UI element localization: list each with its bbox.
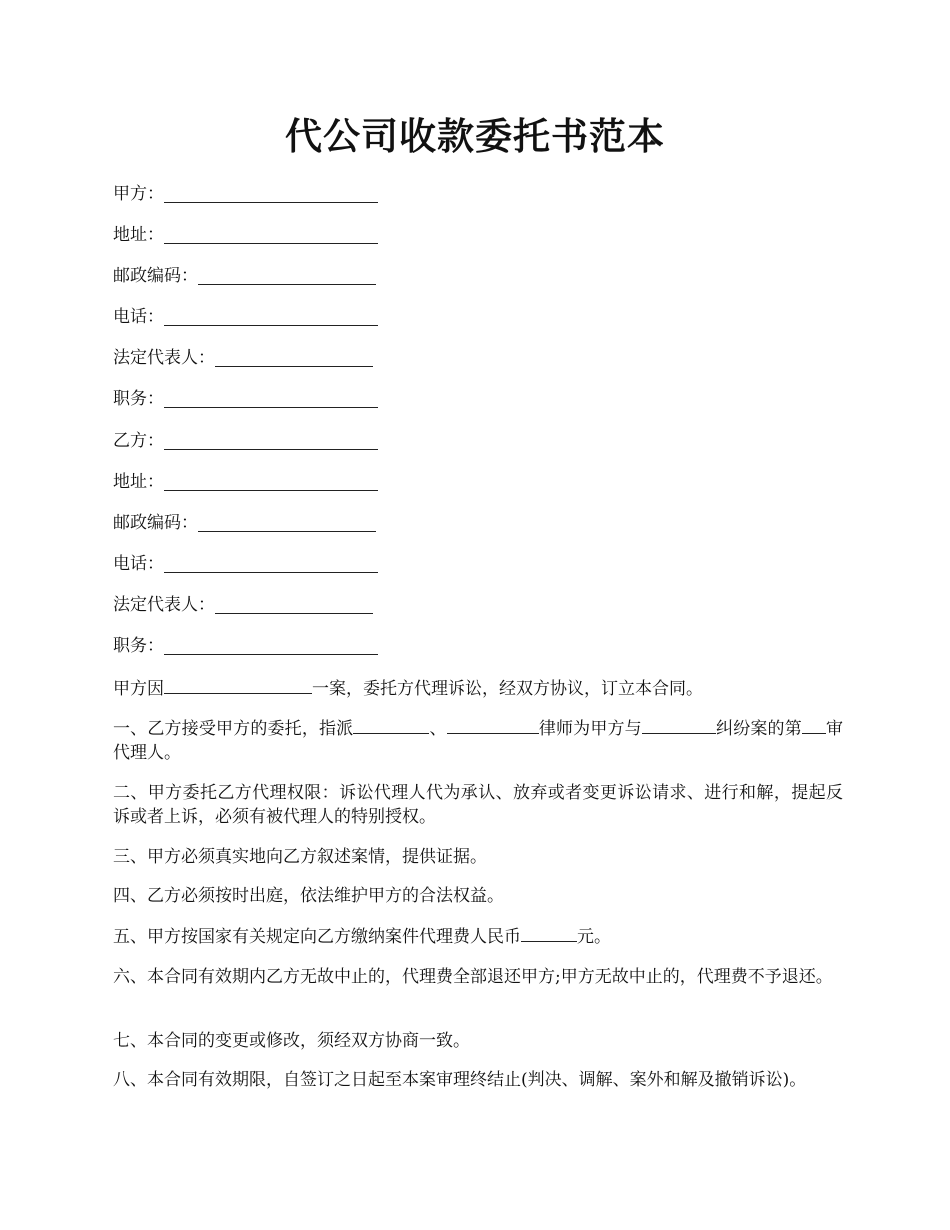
party-a-phone-label: 电话： bbox=[113, 307, 164, 327]
lawyer-1-blank bbox=[353, 717, 429, 734]
party-b-position-blank bbox=[164, 636, 378, 655]
clause-1-part4: 纠纷案的第 bbox=[715, 719, 802, 739]
clause-1-part3: 律师为甲方与 bbox=[538, 719, 642, 739]
clause-1 bbox=[113, 717, 843, 765]
party-a-legal-rep-blank bbox=[215, 348, 373, 367]
clause-5-part2: 元。 bbox=[577, 927, 611, 947]
party-a-position-blank bbox=[164, 389, 378, 408]
party-b-phone-label: 电话： bbox=[113, 554, 164, 574]
party-b-position-field bbox=[113, 632, 378, 658]
party-b-postal-blank bbox=[198, 513, 376, 532]
party-b-address-label: 地址： bbox=[113, 472, 164, 492]
intro-part1: 甲方因 bbox=[113, 679, 164, 699]
party-b-phone-field bbox=[113, 550, 378, 576]
case-name-blank bbox=[164, 677, 312, 694]
party-a-name-label: 甲方： bbox=[113, 184, 164, 204]
party-b-position-label: 职务： bbox=[113, 636, 164, 656]
party-b-legal-rep-field bbox=[113, 591, 373, 617]
party-a-postal-label: 邮政编码： bbox=[113, 266, 198, 286]
party-a-phone-blank bbox=[164, 307, 378, 326]
clause-6: 六、本合同有效期内乙方无故中止的，代理费全部退还甲方;甲方无故中止的，代理费不予退还。 bbox=[113, 967, 833, 987]
party-a-position-field bbox=[113, 385, 378, 411]
document-title: 代公司收款委托书范本 bbox=[285, 114, 665, 158]
clause-3: 三、甲方必须真实地向乙方叙述案情，提供证据。 bbox=[113, 847, 487, 867]
party-b-name-field bbox=[113, 427, 378, 453]
party-a-name-blank bbox=[164, 184, 378, 203]
party-a-phone-field bbox=[113, 303, 378, 329]
party-b-name-blank bbox=[164, 431, 378, 450]
clause-8: 八、本合同有效期限，自签订之日起至本案审理终结止(判决、调解、案外和解及撤销诉讼)。 bbox=[113, 1070, 807, 1090]
party-b-postal-field bbox=[113, 509, 376, 535]
clause-1-part5: 审代理人。 bbox=[113, 719, 844, 763]
party-a-address-blank bbox=[164, 225, 378, 244]
intro-paragraph bbox=[113, 677, 843, 701]
party-b-name-label: 乙方： bbox=[113, 431, 164, 451]
party-a-name-field bbox=[113, 180, 378, 206]
party-a-postal-blank bbox=[198, 266, 376, 285]
party-b-phone-blank bbox=[164, 554, 378, 573]
party-a-address-field bbox=[113, 221, 378, 247]
lawyer-2-blank bbox=[447, 717, 539, 734]
clause-4: 四、乙方必须按时出庭，依法维护甲方的合法权益。 bbox=[113, 886, 504, 906]
clause-7: 七、本合同的变更或修改，须经双方协商一致。 bbox=[113, 1031, 470, 1051]
clause-5-part1: 五、甲方按国家有关规定向乙方缴纳案件代理费人民币 bbox=[113, 927, 521, 947]
party-b-legal-rep-blank bbox=[215, 595, 373, 614]
party-a-postal-field bbox=[113, 262, 376, 288]
trial-instance-blank bbox=[802, 717, 826, 734]
party-b-address-blank bbox=[164, 472, 378, 491]
dispute-party-blank bbox=[642, 717, 716, 734]
party-b-postal-label: 邮政编码： bbox=[113, 513, 198, 533]
clause-1-part1: 一、乙方接受甲方的委托，指派 bbox=[113, 719, 354, 739]
party-b-legal-rep-label: 法定代表人： bbox=[113, 595, 215, 615]
party-a-address-label: 地址： bbox=[113, 225, 164, 245]
intro-part2: 一案，委托方代理诉讼，经双方协议，订立本合同。 bbox=[312, 679, 703, 699]
party-a-position-label: 职务： bbox=[113, 389, 164, 409]
clause-5 bbox=[113, 925, 843, 949]
fee-amount-blank bbox=[521, 925, 577, 942]
clause-1-part2: 、 bbox=[429, 719, 447, 739]
clause-2: 二、甲方委托乙方代理权限：诉讼代理人代为承认、放弃或者变更诉讼请求、进行和解，提起反诉或者上诉，必须有被代理人的特别授权。 bbox=[113, 783, 843, 827]
party-a-legal-rep-field bbox=[113, 344, 373, 370]
party-a-legal-rep-label: 法定代表人： bbox=[113, 348, 215, 368]
party-b-address-field bbox=[113, 468, 378, 494]
